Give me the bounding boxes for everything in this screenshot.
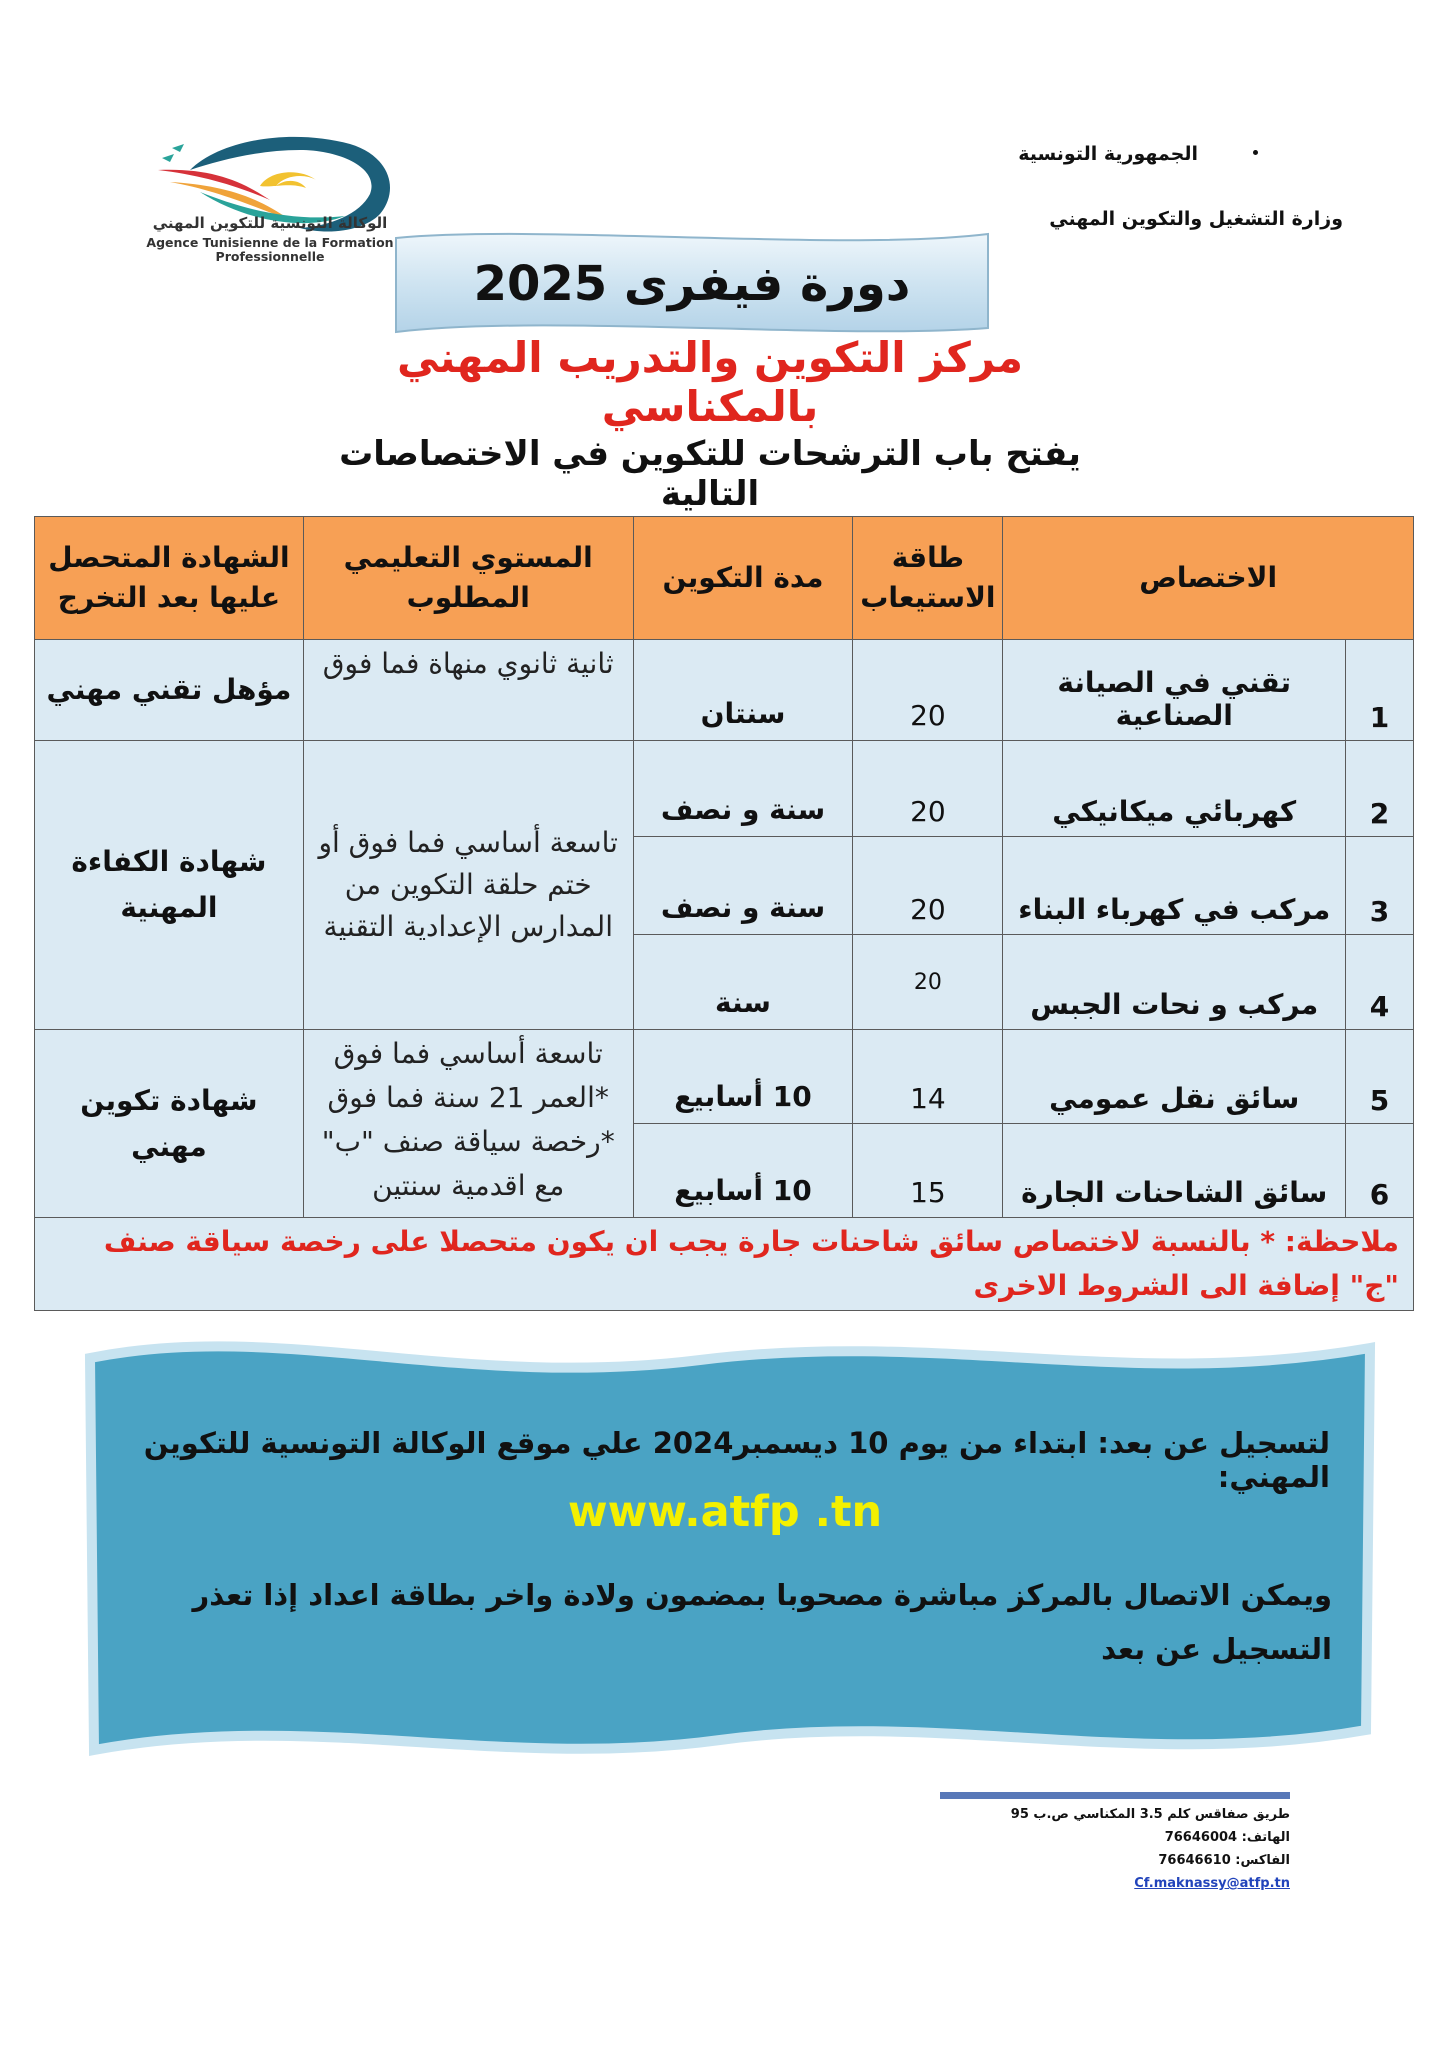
table-row	[35, 1030, 1414, 1124]
level-value: تاسعة أساسي فما فوق أو ختم حلقة التكوين من المدارس الإعدادية التقنية	[303, 741, 633, 1030]
row-number: 2	[1346, 741, 1414, 837]
table-header-row	[35, 517, 1414, 640]
duration-value: 10 أسابيع	[633, 1124, 853, 1218]
certificate-value: مؤهل تقني مهني	[35, 640, 304, 741]
specialty-name: مركب و نحات الجبس	[1003, 935, 1346, 1030]
phone-label: الهاتف:	[1241, 1830, 1290, 1845]
fax-label: الفاكس:	[1235, 1853, 1290, 1868]
announcement-subtitle: يفتح باب الترشحات للتكوين في الاختصاصات التالية	[339, 434, 1081, 514]
bullet-dot	[1253, 150, 1258, 155]
center-title: مركز التكوين والتدريب المهني بالمكناسي	[397, 333, 1023, 431]
duration-value: سنة و نصف	[633, 837, 853, 935]
row-number: 6	[1346, 1124, 1414, 1218]
level-value: ثانية ثانوي منهاة فما فوق	[303, 640, 633, 741]
logo-french-line2: Professionnelle	[215, 249, 325, 264]
certificate-value: شهادة تكوين مهني	[35, 1030, 304, 1218]
note-row	[35, 1218, 1414, 1311]
header-right	[653, 143, 1343, 230]
logo-french-line1: Agence Tunisienne de la Formation	[146, 235, 394, 250]
footer-address: طريق صفاقس كلم 3.5 المكناسي ص.ب 95	[1010, 1807, 1290, 1822]
republic-text: الجمهورية التونسية	[1018, 143, 1198, 165]
registration-line1: لتسجيل عن بعد: ابتداء من يوم 10 ديسمبر2024 علي موقع الوكالة التونسية للتكوين المهني:	[143, 1426, 1330, 1494]
registration-line2: ويمكن الاتصال بالمركز مباشرة مصحوبا بمضمون ولادة واخر بطاقة اعداد إذا تعذر التسجيل عن بعد	[192, 1578, 1332, 1666]
specialty-name: مركب في كهرباء البناء	[1003, 837, 1346, 935]
logo-french-text	[140, 236, 400, 264]
email-link[interactable]: Cf.maknassy@atfp.tn	[1134, 1876, 1290, 1891]
session-title: دورة فيفرى 2025	[473, 256, 911, 312]
row-number: 5	[1346, 1030, 1414, 1124]
footer-contact	[880, 1803, 1290, 1895]
row-number: 1	[1346, 640, 1414, 741]
header-specialty: الاختصاص	[1003, 517, 1414, 640]
capacity-value: 14	[853, 1030, 1003, 1124]
phone-number: 76646004	[1164, 1830, 1238, 1845]
logo-arabic-text: الوكالة التونسية للتكوين المهني	[152, 214, 388, 232]
fax-number: 76646610	[1158, 1853, 1231, 1868]
registration-wave-box	[80, 1330, 1380, 1770]
specialty-name: تقني في الصيانة الصناعية	[1003, 640, 1346, 741]
duration-value: سنتان	[633, 640, 853, 741]
header-level: المستوي التعليمي المطلوب	[303, 517, 633, 640]
note-text: ملاحظة: * بالنسبة لاختصاص سائق شاحنات جارة يجب ان يكون متحصلا على رخصة سياقة صنف "ج" إضافة الى الشروط الاخرى	[35, 1218, 1414, 1311]
capacity-value: 20	[853, 935, 1003, 1030]
capacity-value: 20	[853, 741, 1003, 837]
row-number: 4	[1346, 935, 1414, 1030]
footer-phone	[880, 1826, 1290, 1849]
level-value	[303, 1030, 633, 1218]
table-row	[35, 741, 1414, 837]
specialty-name: كهربائي ميكانيكي	[1003, 741, 1346, 837]
website-link[interactable]: www.atfp .tn	[567, 1487, 883, 1537]
certificate-value: شهادة الكفاءة المهنية	[35, 741, 304, 1030]
level-line: *العمر 21 سنة فما فوق	[327, 1081, 609, 1114]
specialty-name: سائق الشاحنات الجارة	[1003, 1124, 1346, 1218]
specialties-table	[34, 516, 1414, 1311]
duration-value: سنة	[633, 935, 853, 1030]
header-capacity: طاقة الاستيعاب	[853, 517, 1003, 640]
capacity-value: 15	[853, 1124, 1003, 1218]
ministry-text: وزارة التشغيل والتكوين المهني	[1049, 208, 1343, 230]
capacity-value: 20	[853, 640, 1003, 741]
footer-divider	[940, 1792, 1290, 1799]
capacity-value: 20	[853, 837, 1003, 935]
level-line: مع اقدمية سنتين	[372, 1169, 565, 1202]
duration-value: سنة و نصف	[633, 741, 853, 837]
header-certificate: الشهادة المتحصل عليها بعد التخرج	[35, 517, 304, 640]
level-line: تاسعة أساسي فما فوق	[333, 1037, 603, 1070]
header-duration: مدة التكوين	[633, 517, 853, 640]
level-line: *رخصة سياقة صنف "ب"	[321, 1125, 615, 1158]
row-number: 3	[1346, 837, 1414, 935]
specialty-name: سائق نقل عمومي	[1003, 1030, 1346, 1124]
footer-fax	[880, 1849, 1290, 1872]
table-row	[35, 640, 1414, 741]
duration-value: 10 أسابيع	[633, 1030, 853, 1124]
